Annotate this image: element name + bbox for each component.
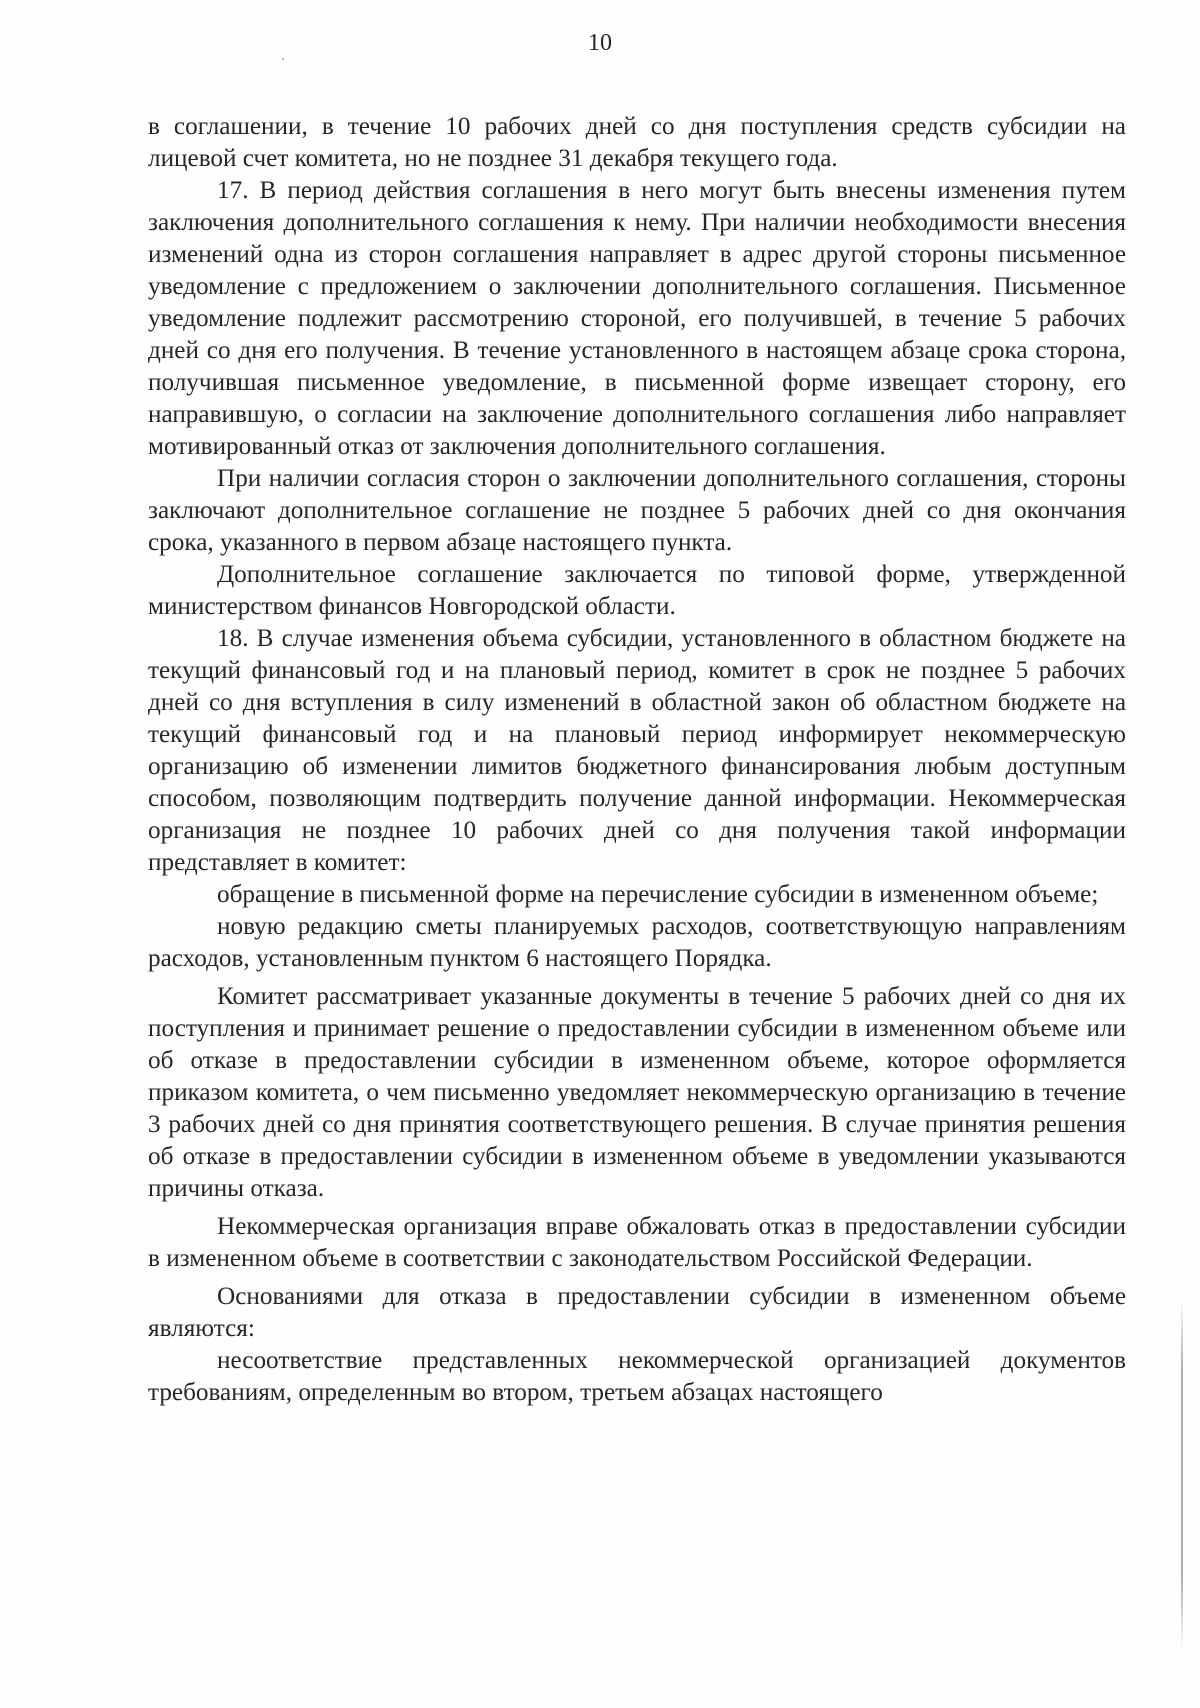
paragraph: Комитет рассматривает указанные документы в течение 5 рабочих дней со дня их поступления и принимает решение о предоставлении субсидии в измененном объеме или об отказе в предоставлении субсидии в измененном объеме, которое оформляется приказом комитета, о чем письменно уведомляет некоммерческую организацию в течение 3 рабочих дней со дня принятия соответствующего решения. В случае принятия решения об отказе в предоставлении субсидии в измененном объеме в уведомлении указываются причины отказа. xyxy=(148,983,1126,1202)
paragraph: Дополнительное соглашение заключается по типовой форме, утвержденной министерством финансов Новгородской области. xyxy=(148,561,1126,620)
paragraph-item-18: 18. В случае изменения объема субсидии, установленного в областном бюджете на текущий финансовый год и на плановый период, комитет в срок не позднее 5 рабочих дней со дня вступления в силу изменений в областной закон об областном бюджете на текущий финансовый год и на плановый период информирует некоммерческую организацию об изменении лимитов бюджетного финансирования любым доступным способом, позволяющим подтвердить получение данной информации. Некоммерческая организация не позднее 10 рабочих дней со дня получения такой информации представляет в комитет: xyxy=(148,625,1126,876)
document-body xyxy=(148,111,1126,1409)
paragraph: обращение в письменной форме на перечисление субсидии в измененном объеме; xyxy=(217,881,1099,908)
scan-edge-artifact xyxy=(1181,1300,1183,1650)
page-number: 10 xyxy=(588,30,612,56)
paragraph: новую редакцию сметы планируемых расходов, соответствующую направлениям расходов, установленным пунктом 6 настоящего Порядка. xyxy=(148,913,1126,972)
paragraph: Основаниями для отказа в предоставлении субсидии в измененном объеме являются: xyxy=(148,1283,1126,1342)
paragraph: несоответствие представленных некоммерческой организацией документов требованиям, определенным во втором, третьем абзацах настоящего xyxy=(148,1347,1126,1406)
paragraph-continuation: в соглашении, в течение 10 рабочих дней со дня поступления средств субсидии на лицевой счет комитета, но не позднее 31 декабря текущего года. xyxy=(148,113,1126,172)
paragraph: Некоммерческая организация вправе обжаловать отказ в предоставлении субсидии в измененном объеме в соответствии с законодательством Российской Федерации. xyxy=(148,1213,1126,1272)
paragraph-item-17: 17. В период действия соглашения в него могут быть внесены изменения путем заключения дополнительного соглашения к нему. При наличии необходимости внесения изменений одна из сторон соглашения направляет в адрес другой стороны письменное уведомление с предложением о заключении дополнительного соглашения. Письменное уведомление подлежит рассмотрению стороной, его получившей, в течение 5 рабочих дней со дня его получения. В течение установленного в настоящем абзаце срока сторона, получившая письменное уведомление, в письменной форме извещает сторону, его направившую, о согласии на заключение дополнительного соглашения либо направляет мотивированный отказ от заключения дополнительного соглашения. xyxy=(148,177,1126,460)
paragraph: При наличии согласия сторон о заключении дополнительного соглашения, стороны заключают дополнительное соглашение не позднее 5 рабочих дней со дня окончания срока, указанного в первом абзаце настоящего пункта. xyxy=(148,465,1126,556)
